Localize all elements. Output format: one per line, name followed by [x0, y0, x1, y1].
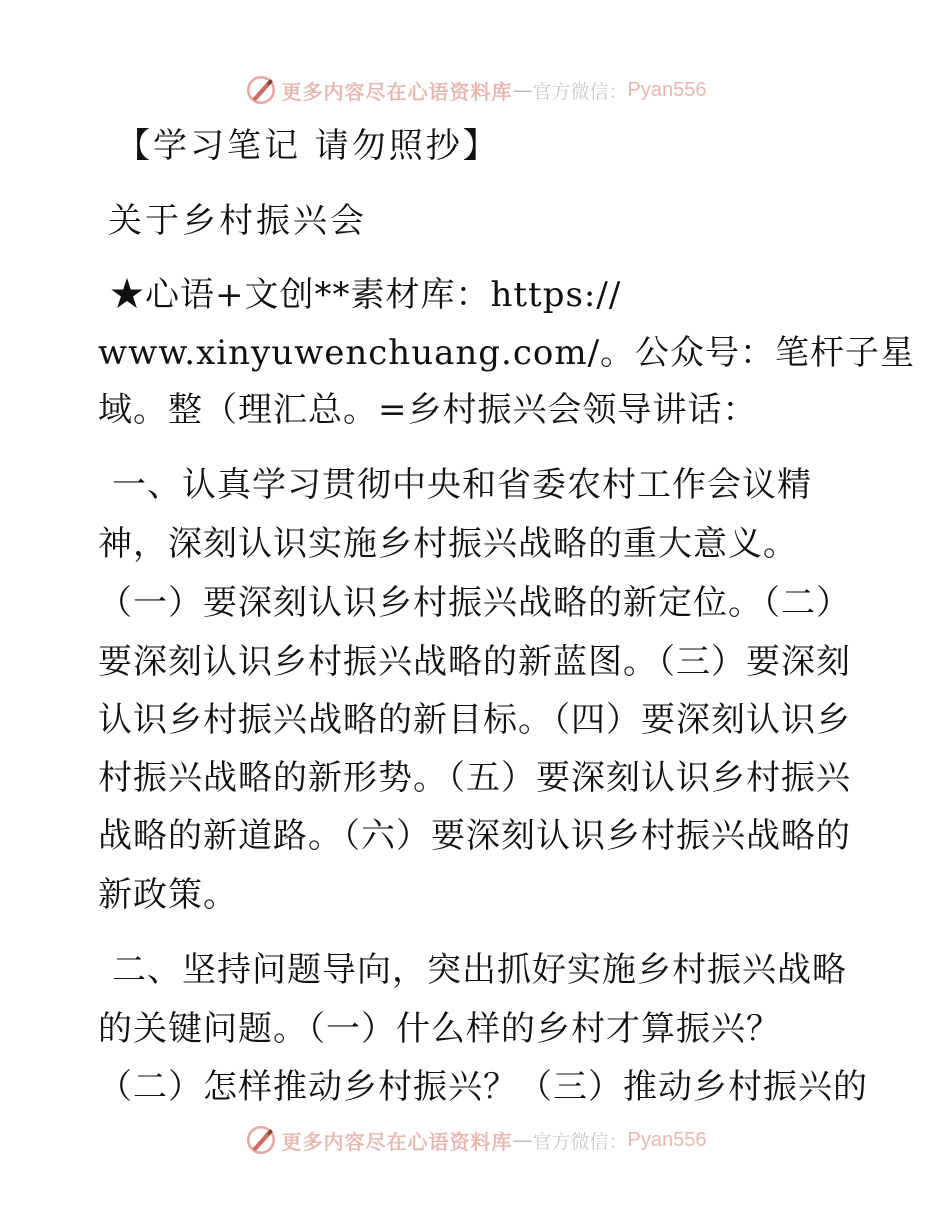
text-line: 村振兴战略的新形势。（五）要深刻认识乡村振兴	[98, 758, 851, 798]
text-line: ★心语+文创**素材库：https://	[110, 275, 622, 315]
text-line: 域。整（理汇总。=乡村振兴会领导讲话：	[98, 390, 758, 430]
doc-subtitle: 关于乡村振兴会	[108, 201, 367, 241]
text-line: 一、认真学习贯彻中央和省委农村工作会议精	[112, 465, 812, 505]
watermark-text: 更多内容尽在心语资料库	[281, 1129, 513, 1154]
text-line: 二、坚持问题导向，突出抓好实施乡村振兴战略	[112, 950, 847, 990]
watermark-wechat-id: Pyan556	[627, 1128, 707, 1151]
text-line: 的关键问题。（一）什么样的乡村才算振兴？	[98, 1009, 781, 1049]
watermark-label: 官方微信：	[532, 1130, 628, 1153]
watermark-text: 更多内容尽在心语资料库	[281, 79, 513, 104]
text-line: 战略的新道路。（六）要深刻认识乡村振兴战略的	[98, 816, 851, 856]
doc-title: 【学习笔记 请勿照抄】	[116, 126, 500, 166]
watermark-label: 官方微信：	[532, 80, 628, 103]
text-line: 认识乡村振兴战略的新目标。（四）要深刻认识乡	[98, 700, 851, 740]
text-line: 要深刻认识乡村振兴战略的新蓝图。（三）要深刻	[98, 642, 851, 682]
pen-logo-icon	[244, 1123, 278, 1157]
header-watermark	[0, 70, 950, 110]
watermark-dash: —	[512, 1128, 533, 1152]
text-line: www.xinyuwenchuang.com/。公众号：笔杆子星	[98, 333, 916, 373]
pen-logo-icon	[244, 73, 278, 107]
watermark-dash: —	[512, 78, 533, 102]
text-line: （一）要深刻认识乡村振兴战略的新定位。（二）	[98, 583, 851, 623]
text-line: 新政策。	[98, 875, 238, 915]
text-line: 神，深刻认识实施乡村振兴战略的重大意义。	[98, 524, 798, 564]
watermark-wechat-id: Pyan556	[627, 78, 707, 101]
footer-watermark	[0, 1120, 950, 1160]
text-line: （二）怎样推动乡村振兴？（三）推动乡村振兴的	[98, 1067, 868, 1107]
